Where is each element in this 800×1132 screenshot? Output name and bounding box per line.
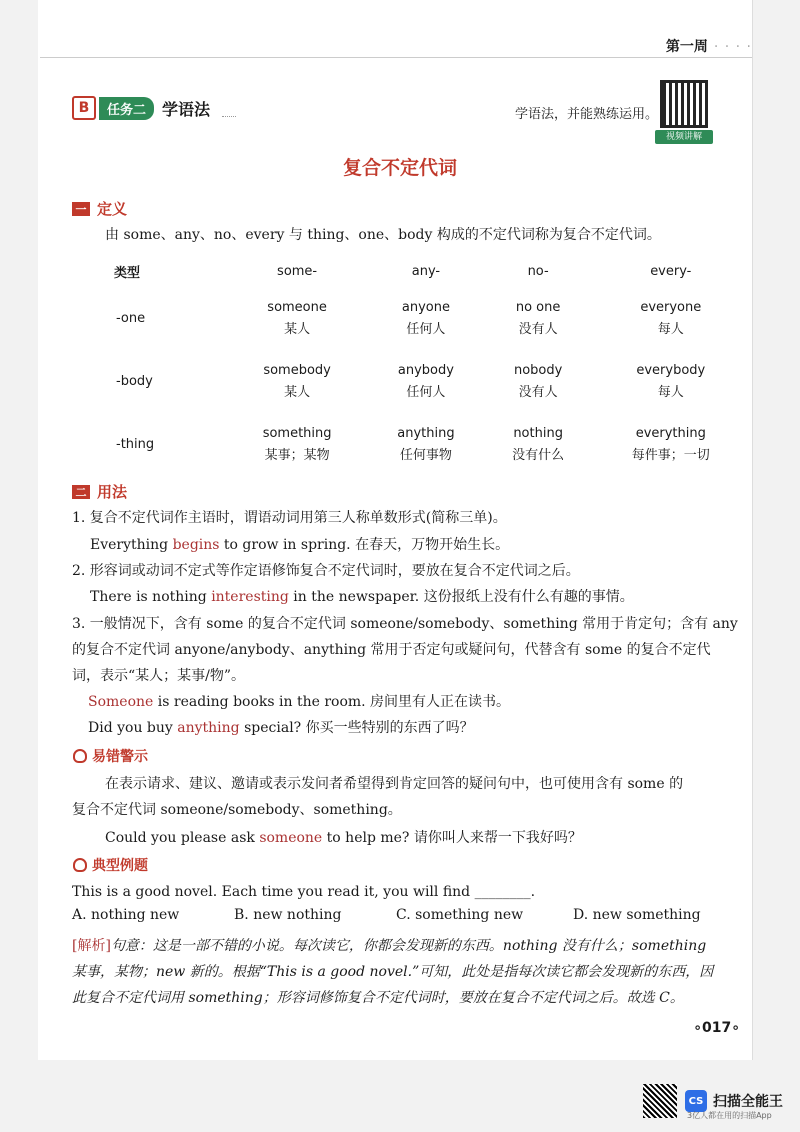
usage-point-3b: 的复合不定代词 anyone/anybody、anything 常用于否定句或疑问句，代替含有 some 的复合不定代 [72, 642, 711, 658]
table-cell [485, 350, 592, 413]
watermark-subtitle: 3亿人都在用的扫描App [687, 1111, 772, 1120]
scanner-watermark [643, 1084, 783, 1118]
person-icon [73, 858, 87, 872]
pronoun-table [82, 255, 750, 476]
example-question: This is a good novel. Each time you read it, you will find ________. [72, 884, 536, 900]
week-label: 第一周 · · · · [665, 39, 752, 55]
row-type: -body [116, 373, 153, 389]
watermark-qr-icon [643, 1084, 677, 1118]
table-cell [367, 287, 484, 350]
cell-chinese: 任何人 [406, 384, 446, 400]
row-type: -one [116, 310, 146, 326]
cell-english: something [262, 425, 332, 441]
table-row [82, 413, 750, 476]
table-cell [367, 413, 484, 476]
usage-point-2: 2. 形容词或动词不定式等作定语修饰复合不定代词时，要放在复合不定代词之后。 [72, 563, 580, 579]
example-options [72, 907, 722, 923]
usage-example-4: Did you buy anything special? 你买一些特别的东西了吗？ [88, 720, 474, 736]
warning-heading: 易错警示 [73, 746, 148, 766]
task-heading [72, 96, 210, 120]
table-row [82, 287, 750, 350]
table-cell [227, 287, 367, 350]
section-definition: 一 定义 [72, 198, 127, 219]
table-header-3: no- [527, 263, 549, 279]
video-label[interactable]: 视频讲解 [655, 130, 713, 144]
warning-example: Could you please ask someone to help me? 请你叫人来帮一下我好吗？ [105, 830, 582, 846]
cell-english: everybody [636, 362, 706, 378]
usage-example-2: There is nothing interesting in the newspaper. 这份报纸上没有什么有趣的事情。 [90, 589, 634, 605]
cell-chinese: 没有人 [518, 321, 558, 337]
cell-english: anything [397, 425, 455, 441]
cell-english: anybody [397, 362, 454, 378]
table-header-0: 类型 [114, 265, 141, 281]
task-badge: B [72, 96, 96, 120]
watermark-brand: 扫描全能王 [713, 1094, 783, 1110]
warning-line-2: 复合不定代词 someone/somebody、something。 [72, 802, 402, 818]
page-title: 复合不定代词 [342, 157, 457, 179]
table-cell [592, 413, 750, 476]
task-tag: 任务二 [99, 97, 154, 120]
table-cell [485, 287, 592, 350]
cell-chinese: 任何事物 [399, 447, 452, 463]
cell-english: nobody [513, 362, 563, 378]
cell-english: no one [515, 299, 561, 315]
cell-chinese: 没有什么 [512, 447, 565, 463]
usage-point-1: 1. 复合不定代词作主语时，谓语动词用第三人称单数形式(简称三单)。 [72, 510, 507, 526]
cell-chinese: 每人 [657, 384, 684, 400]
usage-example-3: Someone is reading books in the room. 房间里有人正在读书。 [88, 694, 511, 710]
row-type: -thing [116, 436, 155, 452]
option-c[interactable]: C. something new [396, 907, 524, 923]
table-cell [485, 413, 592, 476]
table-cell [592, 350, 750, 413]
usage-point-3a: 3. 一般情况下，含有 some 的复合不定代词 someone/somebody、something 常用于肯定句；含有 any [72, 616, 738, 632]
cell-english: everything [635, 425, 706, 441]
definition-text: 由 some、any、no、every 与 thing、one、body 构成的不定代词称为复合不定代词。 [105, 227, 661, 243]
table-cell [227, 413, 367, 476]
warning-line-1: 在表示请求、建议、邀请或表示发问者希望得到肯定回答的疑问句中，也可使用含有 some 的 [105, 776, 684, 792]
task-rule [222, 116, 236, 117]
section-usage: 二 用法 [72, 481, 127, 502]
cell-chinese: 某人 [284, 321, 311, 337]
example-heading: 典型例题 [73, 855, 148, 875]
cell-chinese: 每件事；一切 [631, 447, 710, 463]
table-cell [592, 287, 750, 350]
table-header-4: every- [650, 263, 692, 279]
qr-code-icon[interactable] [660, 80, 708, 128]
person-icon [73, 749, 87, 763]
cell-chinese: 某人 [284, 384, 311, 400]
cell-english: nothing [513, 425, 563, 441]
cell-chinese: 任何人 [406, 321, 446, 337]
table-row [82, 350, 750, 413]
header-rule [40, 57, 752, 58]
option-b[interactable]: B. new nothing [234, 907, 342, 923]
cell-english: anyone [401, 299, 450, 315]
example-analysis: [解析]句意：这是一部不错的小说。每次读它，你都会发现新的东西。nothing 没有什么；something 某事，某物；new 新的。根据“This is a good novel.”可知，此处是指每次读它都会发现新的东西，因此复合不定代词用 something；形容词修饰复合不定代词时，要放在复合不定代词之后。故选 C。 [72, 938, 714, 1006]
usage-example-1: Everything begins to grow in spring. 在春天，万物开始生长。 [90, 537, 510, 553]
cell-chinese: 没有人 [518, 384, 558, 400]
cell-chinese: 某事；某物 [264, 447, 330, 463]
page-number: ∘017∘ [693, 1020, 740, 1036]
cell-english: someone [267, 299, 327, 315]
usage-point-3c: 词，表示“某人；某事/物”。 [72, 668, 246, 684]
task-name: 学语法 [162, 99, 211, 119]
option-a[interactable]: A. nothing new [72, 907, 180, 923]
table-cell [367, 350, 484, 413]
cell-english: everyone [640, 299, 702, 315]
camscanner-logo-icon: CS [685, 1090, 707, 1112]
table-header-1: some- [277, 263, 318, 279]
option-d[interactable]: D. new something [573, 907, 701, 923]
table-cell [227, 350, 367, 413]
table-header-2: any- [411, 263, 441, 279]
task-goal: 学语法，并能熟练运用。 [515, 107, 659, 122]
cell-english: somebody [263, 362, 331, 378]
cell-chinese: 每人 [657, 321, 684, 337]
